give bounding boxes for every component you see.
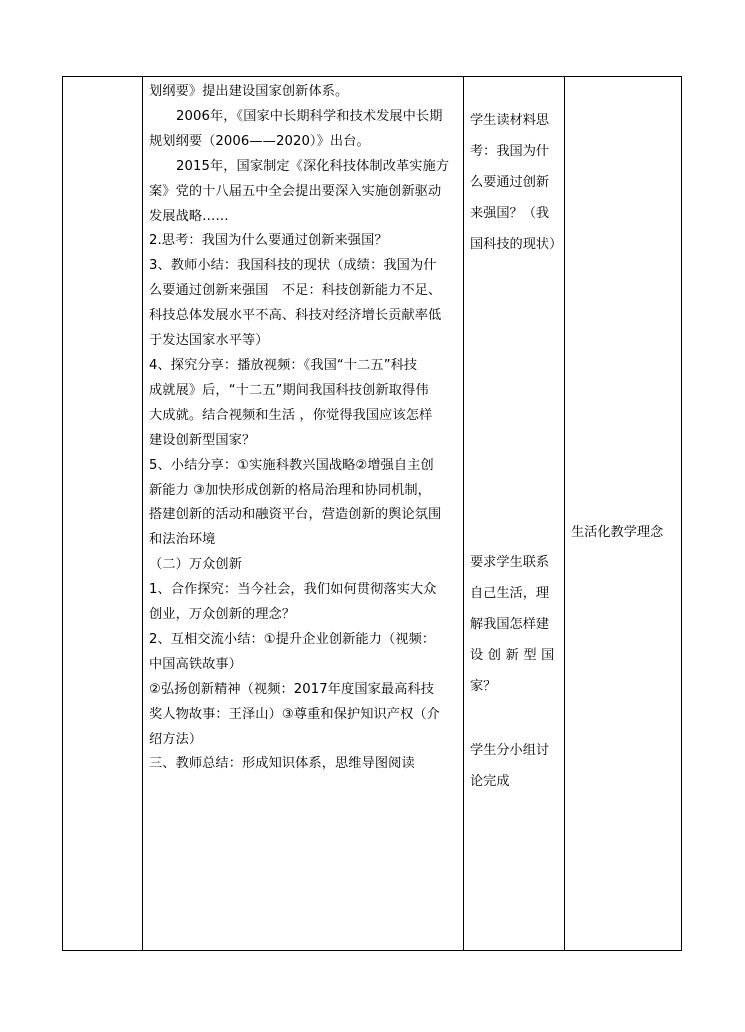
text-line: 科技总体发展水平不高、科技对经济增长贡献率低 <box>149 308 442 324</box>
text-line: 于发达国家水平等） <box>149 333 269 349</box>
text-line: 新能力 ③加快形成创新的格局治理和协同机制， <box>149 482 431 498</box>
text-line: 考：我国为什 <box>470 144 550 159</box>
text-line: 中国高铁故事） <box>149 656 243 672</box>
text-line: 4、探究分享：播放视频：《我国“十二五”科技 <box>149 357 418 373</box>
teacher-activity-cell <box>143 77 463 950</box>
text-line: 学生读材料思 <box>470 113 550 128</box>
text-line: 1、合作探究：当今社会，我们如何贯彻落实大众 <box>149 582 437 598</box>
text-line: 设创新型国 <box>470 648 559 663</box>
text-line: 论完成 <box>470 774 510 789</box>
text-line: 成就展》后，“十二五”期间我国科技创新取得伟 <box>149 382 429 398</box>
text-line: 绍方法） <box>149 731 203 747</box>
text-line: 2、互相交流小结：①提升企业创新能力（视频： <box>149 631 436 647</box>
text-line: 2006年，《国家中长期科学和技术发展中长期 <box>176 108 443 124</box>
text-line: 解我国怎样建 <box>470 617 550 632</box>
text-line: 来强国？（我 <box>470 206 550 221</box>
design-intent-text: 生活化教学理念 <box>571 525 664 540</box>
text-line: 奖人物故事：王泽山）③尊重和保护知识产权（介 <box>149 706 440 722</box>
text-line: 发展战略…… <box>149 208 229 224</box>
text-line: 案》党的十八届五中全会提出要深入实施创新驱动 <box>149 183 442 199</box>
text-line: 搭建创新的活动和融资平台，营造创新的舆论氛围 <box>149 507 442 523</box>
text-line: 国科技的现状） <box>470 237 563 252</box>
text-line: 学生分小组讨 <box>470 743 550 758</box>
text-line: 大成就。结合视频和生活 ，你觉得我国应该怎样 <box>149 407 433 423</box>
text-line: 3、教师小结：我国科技的现状（成绩：我国为什 <box>149 258 437 274</box>
student-activity-cell <box>464 77 564 950</box>
student-activity-block-3 <box>470 735 560 797</box>
section-heading: （二）万众创新 <box>149 557 243 573</box>
text-line: 5、小结分享：①实施科教兴国战略②增强自主创 <box>149 457 434 473</box>
text-line: 2.思考：我国为什么要通过创新来强国？ <box>149 233 388 249</box>
section-heading: 三、教师总结：形成知识体系，思维导图阅读 <box>149 756 415 772</box>
text-line: 建设创新型国家？ <box>149 432 256 448</box>
text-line: 么要通过创新来强国 不足：科技创新能力不足、 <box>149 283 442 299</box>
student-activity-block-2 <box>470 547 560 702</box>
text-line: 2015年，国家制定《深化科技体制改革实施方 <box>176 158 450 174</box>
teacher-activity-text <box>149 80 459 777</box>
text-line: 创业，万众创新的理念？ <box>149 607 296 623</box>
text-line: 要求学生联系 <box>470 555 550 570</box>
empty-stage-cell <box>63 77 142 950</box>
design-intent-cell <box>565 77 683 950</box>
text-line: ②弘扬创新精神（视频：2017年度国家最高科技 <box>149 681 435 697</box>
student-activity-block-1 <box>470 105 563 260</box>
text-line: 划纲要》提出建设国家创新体系。 <box>149 84 349 99</box>
text-line: 自己生活，理 <box>470 586 550 601</box>
text-line: 家？ <box>470 679 497 694</box>
text-line: 么要通过创新 <box>470 175 550 190</box>
text-line: 和法治环境 <box>149 532 216 548</box>
lesson-plan-table <box>62 76 682 951</box>
design-intent-block <box>571 517 679 548</box>
text-line: 规划纲要（2006——2020）》出台。 <box>149 133 370 149</box>
